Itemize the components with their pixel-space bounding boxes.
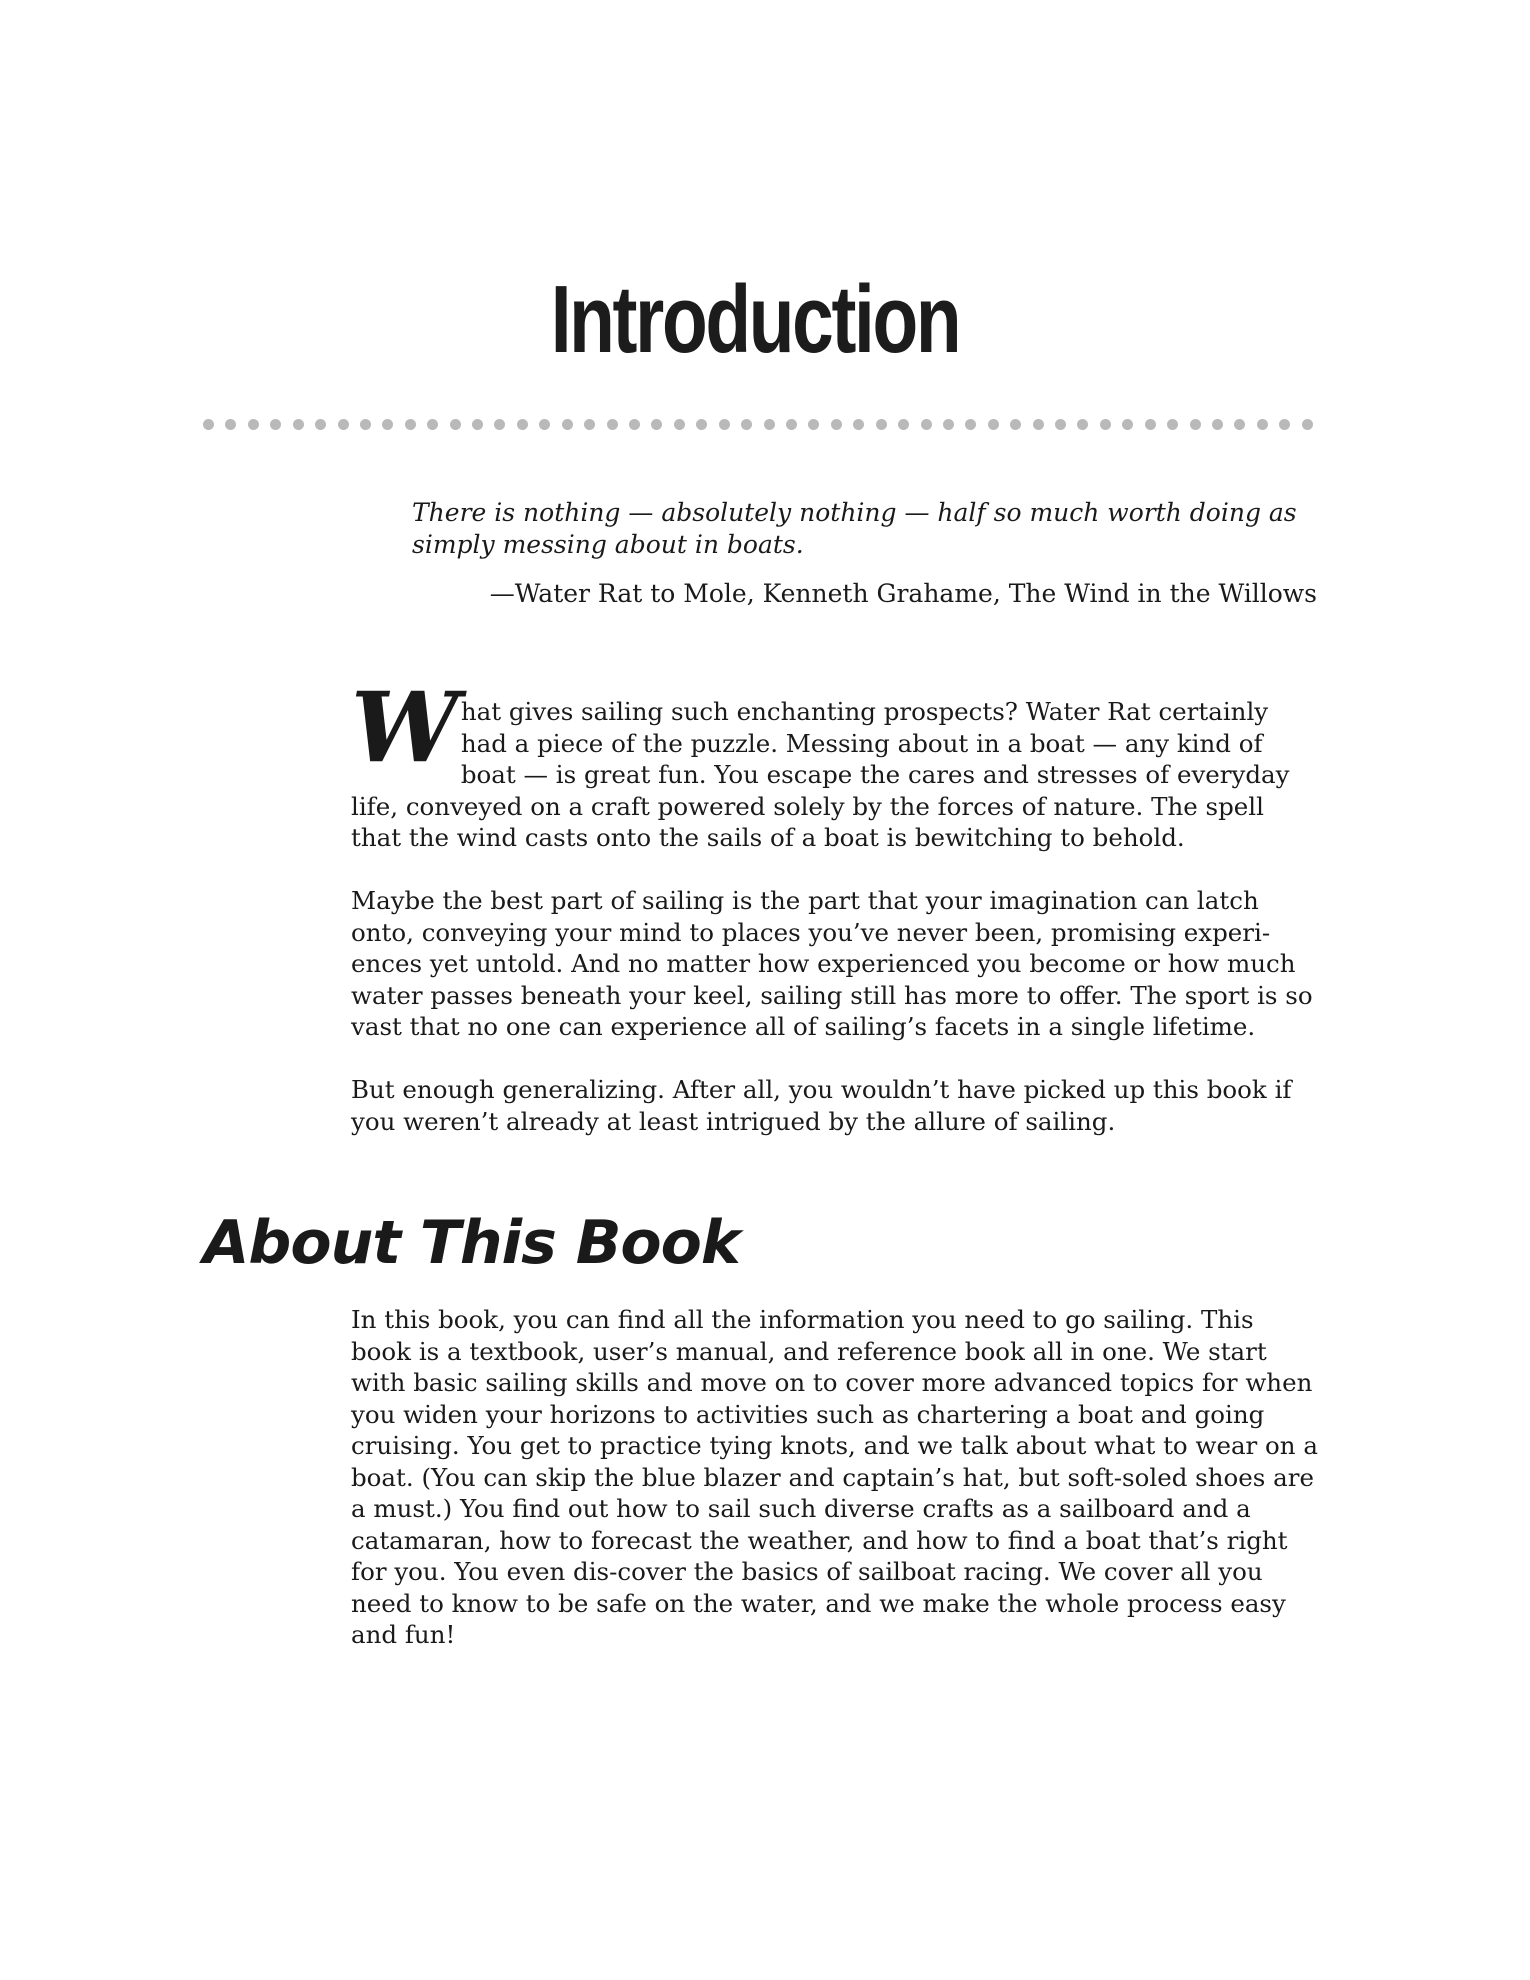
intro-paragraph-2: Maybe the best part of sailing is the part that your imagination can latch onto, conveying your mind to places you’ve never been, promising experi-ences yet untold. And no matter how experienced you become or how much water passes beneath your keel, sailing still has more to offer. The sport is so vast that no one can experience all of sailing’s facets in a single lifetime. xyxy=(351,886,1313,1041)
section-heading-about-this-book: About This Book xyxy=(203,1208,740,1278)
dotted-divider xyxy=(203,417,1313,431)
intro-paragraph-1 xyxy=(351,671,1321,854)
drop-cap: W xyxy=(351,671,455,784)
about-paragraph-1: In this book, you can find all the information you need to go sailing. This book is a textbook, user’s manual, and reference book all in one. We start with basic sailing skills and move on to cover more advanced topics for when you widen your horizons to activities such as chartering a boat and going cruising. You get to practice tying knots, and we talk about what to wear on a boat. (You can skip the blue blazer and captain’s hat, but soft-soled shoes are a must.) You find out how to sail such diverse crafts as a sailboard and a catamaran, how to forecast the weather, and how to find a boat that’s right for you. You even dis-cover the basics of sailboat racing. We cover all you need to know to be safe on the water, and we make the whole process easy and fun! xyxy=(351,1305,1318,1649)
epigraph-attribution: —Water Rat to Mole, Kenneth Grahame, The Wind in the Willows xyxy=(489,579,1317,608)
intro-paragraph-1-text: hat gives sailing such enchanting prospects? Water Rat certainly had a piece of the puzzle. Messing about in a boat — any kind of boat — is great fun. You escape the cares and stresses of everyday life, conveyed on a craft powered solely by the forces of nature. The spell that the wind casts onto the sails of a boat is bewitching to behold. xyxy=(351,697,1290,852)
intro-paragraph-3: But enough generalizing. After all, you wouldn’t have picked up this book if you weren’t already at least intrigued by the allure of sailing. xyxy=(351,1075,1292,1136)
chapter-title: Introduction xyxy=(550,266,960,373)
epigraph-quote: There is nothing — absolutely nothing — half so much worth doing as simply messing about in boats. xyxy=(412,498,1297,559)
